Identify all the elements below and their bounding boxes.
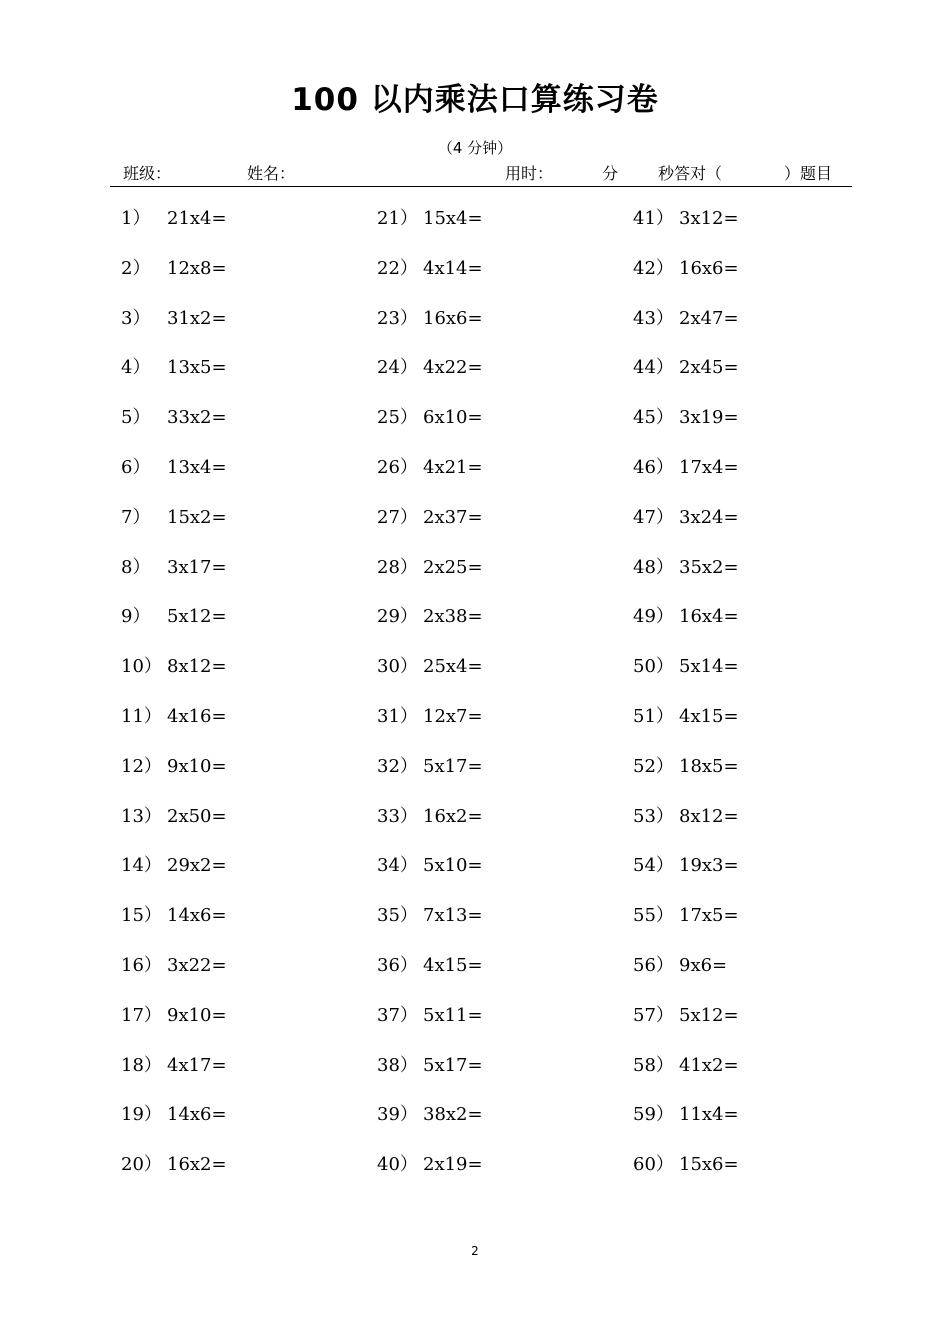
problem-item [377,805,627,855]
problem-expression: 2x25= [423,556,483,578]
problem-expression: 16x4= [679,606,739,628]
problem-item [633,356,883,406]
problem-item [377,1153,627,1203]
problem-item [121,1153,371,1203]
problem-number: 4） [121,357,151,379]
problem-item [121,805,371,855]
problem-item [377,506,627,556]
problem-expression: 5x17= [423,1054,483,1076]
problem-expression: 5x12= [679,1004,739,1026]
problem-expression: 35x2= [679,556,739,578]
problem-expression: 12x8= [167,257,227,279]
problem-item [633,954,883,1004]
problem-expression: 8x12= [167,656,227,678]
problem-number: 37） [377,1004,418,1026]
problem-expression: 9x10= [167,1004,227,1026]
problem-number: 11） [121,705,162,727]
problem-expression: 31x2= [167,307,227,329]
problem-number: 9） [121,606,151,628]
problem-expression: 29x2= [167,855,227,877]
problem-expression: 15x2= [167,506,227,528]
problem-expression: 4x17= [167,1054,227,1076]
problem-expression: 9x10= [167,755,227,777]
problem-item [633,605,883,655]
problem-number: 48） [633,556,674,578]
problem-expression: 4x15= [423,954,483,976]
problem-item [121,655,371,705]
problem-item [121,705,371,755]
problem-item [377,854,627,904]
problem-number: 17） [121,1004,162,1026]
problem-expression: 16x6= [679,257,739,279]
page-title: 100 以内乘法口算练习卷 [291,82,659,118]
problem-number: 27） [377,506,418,528]
problem-item [633,406,883,456]
problem-number: 19） [121,1104,162,1126]
problem-number: 28） [377,556,418,578]
problem-number: 24） [377,357,418,379]
problem-expression: 4x22= [423,357,483,379]
problem-number: 22） [377,257,418,279]
problem-expression: 14x6= [167,905,227,927]
problem-number: 3） [121,307,151,329]
problem-number: 49） [633,606,674,628]
problem-column-2 [377,207,627,1203]
problem-number: 7） [121,506,151,528]
second-correct-label: 秒答对（ [658,164,723,183]
problem-expression: 6x10= [423,407,483,429]
problem-item [633,755,883,805]
problem-item [633,655,883,705]
problem-expression: 9x6= [679,954,728,976]
problem-number: 32） [377,755,418,777]
problem-item [121,1054,371,1104]
problem-item [121,506,371,556]
problem-expression: 5x12= [167,606,227,628]
problem-expression: 5x14= [679,656,739,678]
problem-item [633,456,883,506]
problem-expression: 15x6= [679,1154,739,1176]
problem-expression: 2x38= [423,606,483,628]
problem-item [121,904,371,954]
problem-item [121,307,371,357]
problem-item [121,1103,371,1153]
problem-expression: 13x4= [167,456,227,478]
problem-expression: 5x11= [423,1004,483,1026]
problem-item [377,456,627,506]
problem-item [121,854,371,904]
problem-expression: 2x47= [679,307,739,329]
problem-expression: 3x12= [679,208,739,229]
problem-item [121,406,371,456]
problem-item [121,954,371,1004]
problem-item [633,904,883,954]
problem-expression: 2x50= [167,805,227,827]
problem-item [121,207,371,257]
problem-number: 35） [377,905,418,927]
problem-number: 36） [377,954,418,976]
problem-expression: 21x4= [167,208,227,229]
problem-item [377,1004,627,1054]
problem-expression: 13x5= [167,357,227,379]
problem-expression: 4x16= [167,705,227,727]
problem-item [377,406,627,456]
problem-item [377,655,627,705]
problem-expression: 2x37= [423,506,483,528]
problem-expression: 3x19= [679,407,739,429]
problem-expression: 3x22= [167,954,227,976]
problem-item [377,356,627,406]
problem-expression: 5x10= [423,855,483,877]
problem-expression: 15x4= [423,208,483,229]
problem-number: 47） [633,506,674,528]
problem-number: 12） [121,755,162,777]
problem-expression: 2x45= [679,357,739,379]
problem-number: 29） [377,606,418,628]
problem-item [633,1054,883,1104]
problem-number: 58） [633,1054,674,1076]
problem-number: 57） [633,1004,674,1026]
problem-expression: 2x19= [423,1154,483,1176]
problem-item [633,854,883,904]
problem-number: 41） [633,208,674,229]
problem-expression: 4x21= [423,456,483,478]
problem-number: 43） [633,307,674,329]
problem-item [121,755,371,805]
problem-number: 31） [377,705,418,727]
problem-item [633,207,883,257]
problem-expression: 4x15= [679,705,739,727]
problem-number: 42） [633,257,674,279]
problem-item [377,1054,627,1104]
problem-number: 59） [633,1104,674,1126]
problem-item [377,556,627,606]
problem-item [377,207,627,257]
problem-expression: 7x13= [423,905,483,927]
problem-number: 2） [121,257,151,279]
problem-item [121,605,371,655]
problem-item [377,1103,627,1153]
problem-item [121,456,371,506]
problem-item [121,356,371,406]
student-info-header [110,161,852,185]
problem-expression: 18x5= [679,755,739,777]
problem-expression: 25x4= [423,656,483,678]
problem-number: 30） [377,656,418,678]
problem-number: 5） [121,407,151,429]
problem-expression: 4x14= [423,257,483,279]
time-used-label: 用时： [505,164,554,183]
problem-expression: 3x17= [167,556,227,578]
problem-number: 20） [121,1154,162,1176]
problem-expression: 11x4= [679,1104,739,1126]
problem-number: 55） [633,905,674,927]
problem-number: 40） [377,1154,418,1176]
problem-item [377,954,627,1004]
problem-expression: 19x3= [679,855,739,877]
problem-column-1 [121,207,371,1203]
problem-item [377,307,627,357]
problem-number: 60） [633,1154,674,1176]
problem-item [633,705,883,755]
problem-expression: 8x12= [679,805,739,827]
problem-number: 52） [633,755,674,777]
problem-number: 50） [633,656,674,678]
problem-number: 21） [377,208,418,229]
problem-number: 16） [121,954,162,976]
questions-label: ）题目 [784,164,833,183]
problem-item [377,904,627,954]
page-number: 2 [471,1244,479,1258]
problem-item [377,605,627,655]
problem-number: 1） [121,208,151,229]
problem-expression: 41x2= [679,1054,739,1076]
problem-number: 26） [377,456,418,478]
problem-number: 6） [121,456,151,478]
problem-number: 34） [377,855,418,877]
problem-number: 54） [633,855,674,877]
problem-number: 38） [377,1054,418,1076]
problem-item [633,1004,883,1054]
problem-expression: 16x2= [167,1154,227,1176]
problem-number: 10） [121,656,162,678]
problem-item [633,1103,883,1153]
problem-number: 51） [633,705,674,727]
problem-expression: 14x6= [167,1104,227,1126]
problem-expression: 38x2= [423,1104,483,1126]
problem-item [377,257,627,307]
problem-expression: 33x2= [167,407,227,429]
problem-expression: 3x24= [679,506,739,528]
problem-number: 8） [121,556,151,578]
problem-item [633,805,883,855]
problem-number: 45） [633,407,674,429]
minute-label: 分 [602,164,619,183]
problem-item [633,1153,883,1203]
problem-number: 46） [633,456,674,478]
header-divider [110,186,852,187]
problem-number: 13） [121,805,162,827]
problem-column-3 [633,207,883,1203]
problem-expression: 16x2= [423,805,483,827]
time-limit-subtitle: （4 分钟） [437,139,513,157]
problem-item [121,556,371,606]
problem-expression: 12x7= [423,705,483,727]
problem-number: 25） [377,407,418,429]
problem-expression: 17x5= [679,905,739,927]
problem-number: 14） [121,855,162,877]
problem-item [377,705,627,755]
problem-item [633,556,883,606]
problem-item [121,257,371,307]
problem-number: 23） [377,307,418,329]
problem-expression: 17x4= [679,456,739,478]
name-label: 姓名： [247,164,296,183]
problem-number: 44） [633,357,674,379]
problem-number: 18） [121,1054,162,1076]
problem-item [633,257,883,307]
problem-expression: 16x6= [423,307,483,329]
problem-item [121,1004,371,1054]
problem-item [633,506,883,556]
problem-item [377,755,627,805]
problem-number: 56） [633,954,674,976]
problem-item [633,307,883,357]
problem-number: 39） [377,1104,418,1126]
problem-expression: 5x17= [423,755,483,777]
problem-number: 33） [377,805,418,827]
problem-number: 15） [121,905,162,927]
class-label: 班级： [123,164,172,183]
problem-number: 53） [633,805,674,827]
